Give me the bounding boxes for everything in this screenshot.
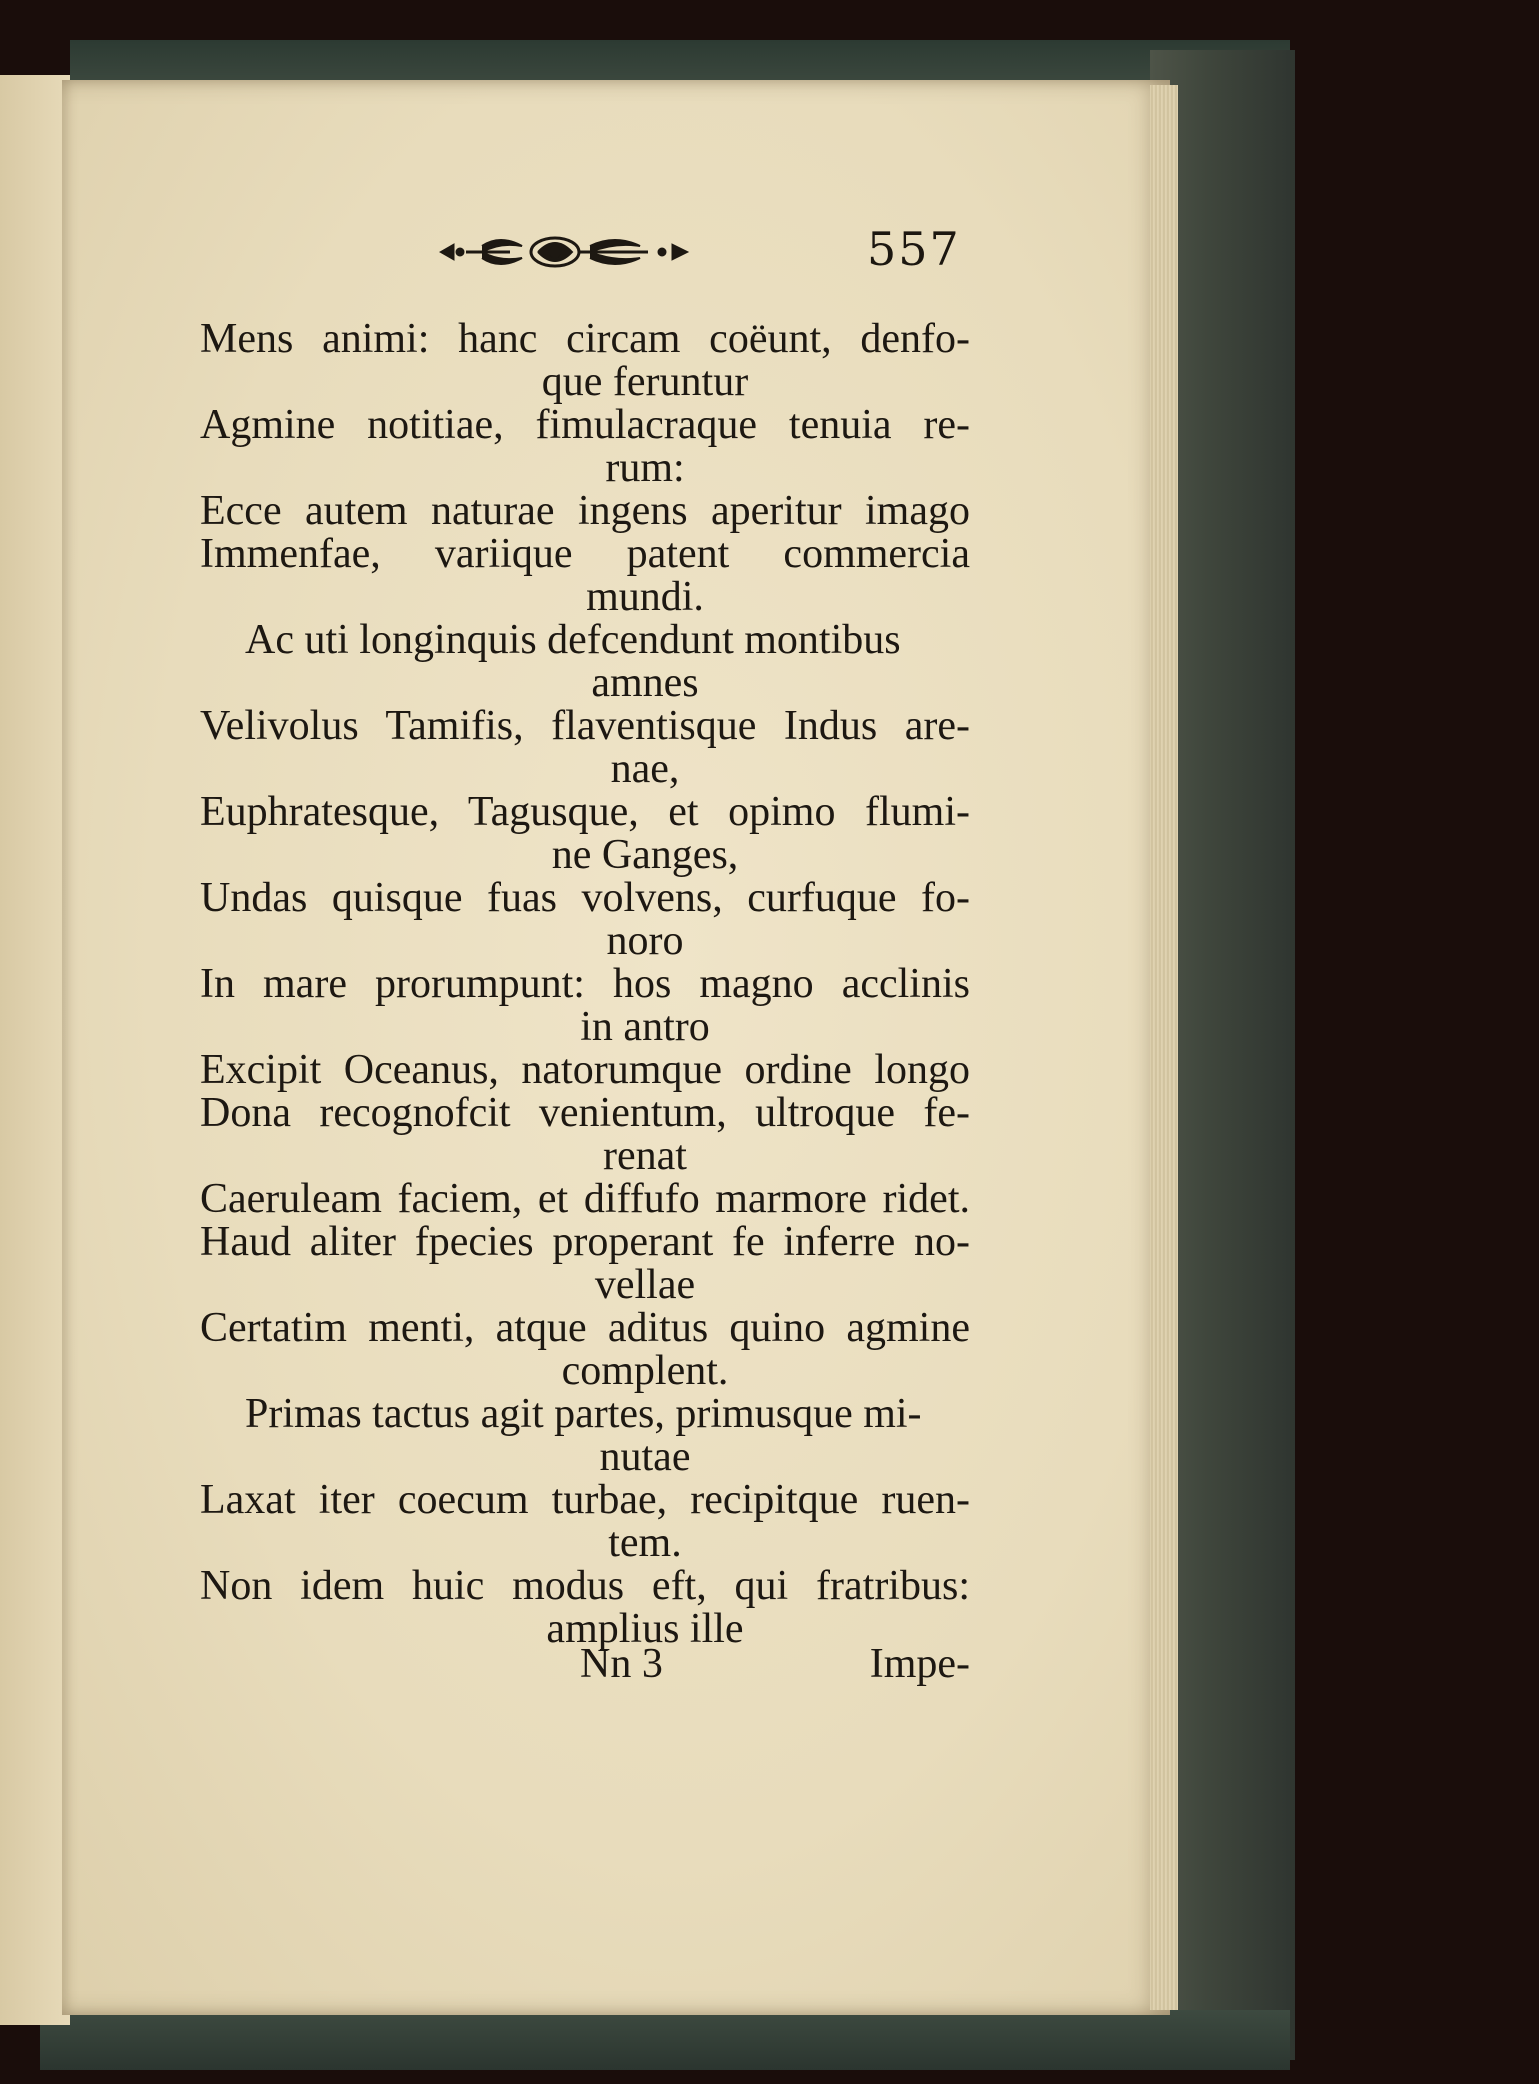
text-line: Caeruleam faciem, et diffufo marmore ridet. [200,1176,970,1222]
text-line: Dona recognofcit venientum, ultroque fe- [200,1090,970,1136]
text-line: que feruntur [541,359,749,405]
text-line: Undas quisque fuas volvens, curfuque fo- [200,875,970,921]
text-line: amnes [591,660,699,706]
text-line: rum: [605,445,685,491]
page-stack-edge [1150,85,1178,2010]
text-line: Ac uti longinquis defcendunt montibus [245,617,901,663]
text-line: Euphratesque, Tagusque, et opimo flumi- [200,789,970,835]
page-footer [200,1640,970,1690]
text-line: Haud aliter fpecies properant fe inferre no- [200,1219,970,1265]
text-line: Certatim menti, atque aditus quino agmine [200,1305,970,1351]
text-line: Immenfae, variique patent commercia [200,531,970,577]
text-line: complent. [561,1348,729,1394]
text-line: Agmine notitiae, fimulacraque tenuia re- [200,402,970,448]
text-line: in antro [580,1004,710,1050]
text-line: amplius ille [546,1606,744,1652]
signature-mark: Nn 3 [580,1641,663,1687]
text-line: Mens animi: hanc circam coëunt, denfo- [200,316,970,362]
text-line: Laxat iter coecum turbae, recipitque ruen- [200,1477,970,1523]
text-line: vellae [594,1262,696,1308]
text-line: nae, [610,746,680,792]
text-line: noro [606,918,684,964]
text-line: In mare prorumpunt: hos magno acclinis [200,961,970,1007]
text-line: Ecce autem naturae ingens aperitur imago [200,488,970,534]
facing-page-edge [0,75,70,2025]
poem-text [200,318,970,1651]
text-line: Non idem huic modus eft, qui fratribus: [200,1563,970,1609]
text-line: renat [603,1133,687,1179]
text-line: Excipit Oceanus, natorumque ordine longo [200,1047,970,1093]
headpiece-ornament-icon [430,228,700,276]
text-line: Velivolus Tamifis, flaventisque Indus are- [200,703,970,749]
text-line: nutae [599,1434,691,1480]
text-line: ne Ganges, [551,832,739,878]
book-cover-bottom [40,2010,1290,2070]
catchword: Impe- [869,1641,970,1687]
text-line: Primas tactus agit partes, primusque mi- [245,1391,922,1437]
text-line: tem. [608,1520,682,1566]
page-number: 557 [867,222,961,276]
text-line: mundi. [586,574,704,620]
